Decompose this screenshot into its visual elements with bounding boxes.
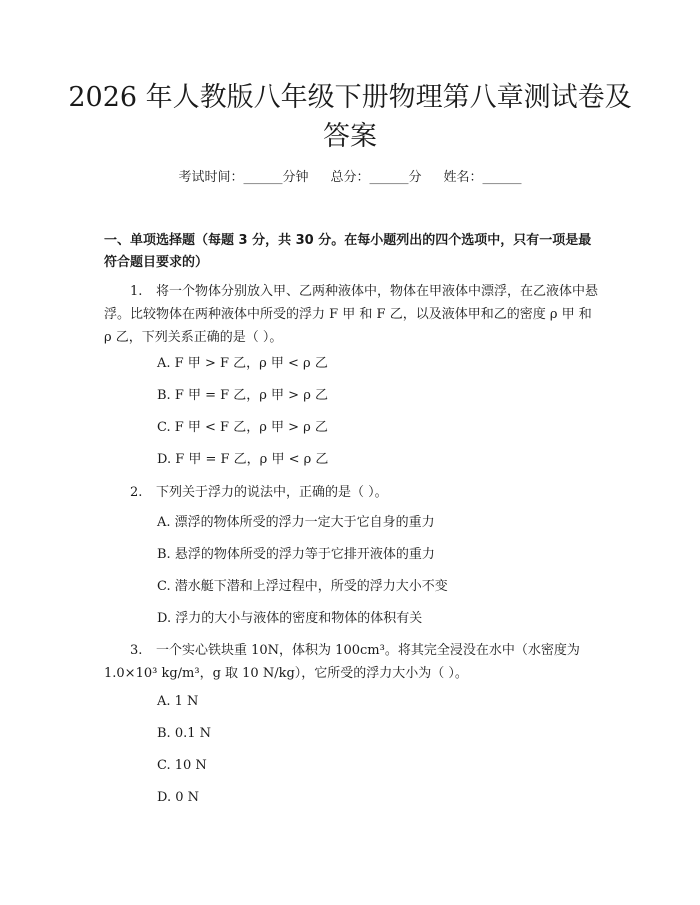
- option-1b: B. F 甲 = F 乙，ρ 甲 > ρ 乙: [157, 388, 328, 403]
- option-1a: A. F 甲 > F 乙，ρ 甲 < ρ 乙: [157, 356, 328, 371]
- question-number: 1.: [130, 284, 143, 299]
- section-heading: 一、单项选择题（每题 3 分，共 30 分。在每小题列出的四个选项中，只有一项是最符合题目要求的）: [104, 233, 592, 270]
- total-score-field: 总分：______分: [330, 170, 422, 185]
- document-title: 2026 年人教版八年级下册物理第八章测试卷及答案: [68, 82, 632, 152]
- question-2: [104, 481, 600, 504]
- question-text: 将一个物体分别放入甲、乙两种液体中，物体在甲液体中漂浮，在乙液体中悬浮。比较物体在两种液体中所受的浮力 F 甲 和 F 乙，以及液体甲和乙的密度 ρ 甲 和 ρ 乙，下列关系正确的是（ ）。: [104, 284, 599, 345]
- exam-time-field: 考试时间：______分钟: [178, 170, 309, 185]
- option-3c: C. 10 N: [157, 758, 207, 773]
- student-name-field: 姓名：______: [443, 170, 522, 185]
- option-2a: A. 漂浮的物体所受的浮力一定大于它自身的重力: [157, 515, 435, 530]
- option-3b: B. 0.1 N: [157, 726, 211, 741]
- option-3a: A. 1 N: [157, 694, 199, 709]
- question-1: [104, 280, 600, 349]
- question-number: 2.: [130, 485, 143, 500]
- option-2c: C. 潜水艇下潜和上浮过程中，所受的浮力大小不变: [157, 579, 448, 594]
- question-text: 下列关于浮力的说法中，正确的是（ ）。: [156, 485, 388, 500]
- option-1c: C. F 甲 < F 乙，ρ 甲 > ρ 乙: [157, 420, 328, 435]
- question-text: 一个实心铁块重 10N，体积为 100cm³。将其完全浸没在水中（水密度为 1.0×10³ kg/m³，g 取 10 N/kg），它所受的浮力大小为（ ）。: [104, 643, 580, 681]
- option-2d: D. 浮力的大小与液体的密度和物体的体积有关: [157, 611, 423, 626]
- option-1d: D. F 甲 = F 乙，ρ 甲 < ρ 乙: [157, 452, 329, 467]
- option-2b: B. 悬浮的物体所受的浮力等于它排开液体的重力: [157, 547, 435, 562]
- question-number: 3.: [130, 643, 143, 658]
- question-3: [104, 639, 600, 685]
- exam-meta-line: [0, 168, 700, 188]
- option-3d: D. 0 N: [157, 790, 200, 805]
